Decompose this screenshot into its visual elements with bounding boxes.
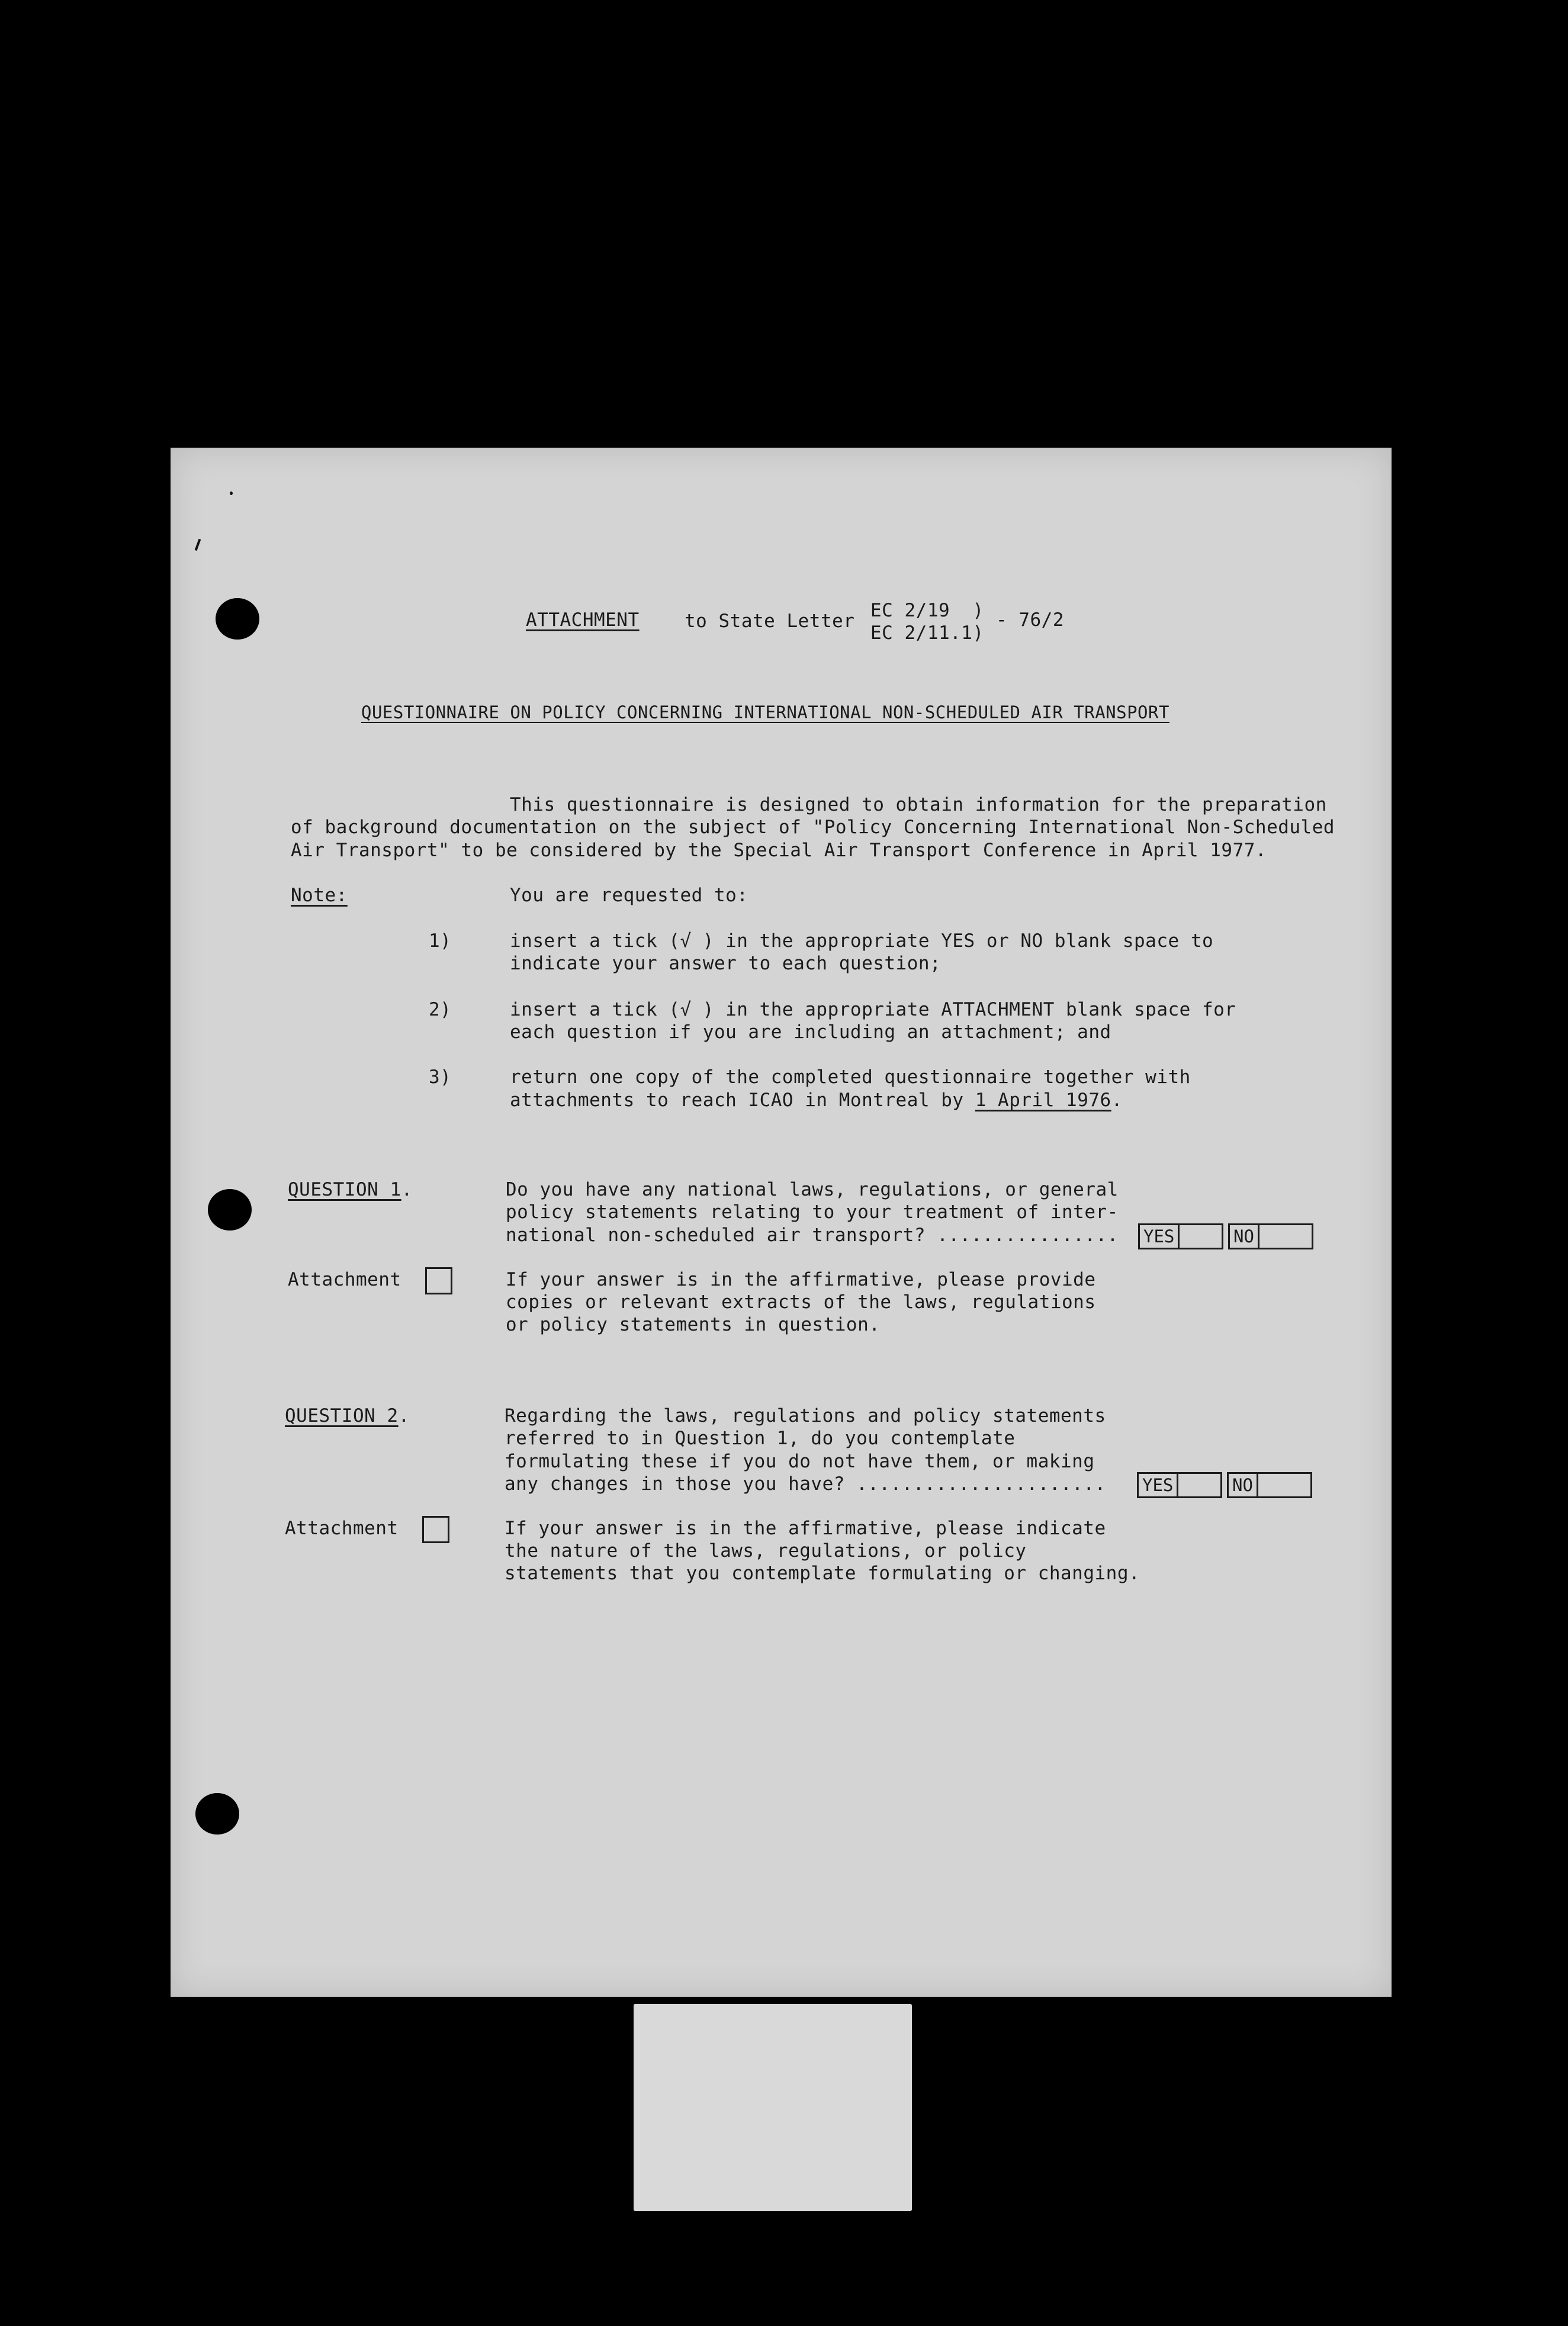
question-2-attachment-text: the nature of the laws, regulations, or policy (505, 1540, 1027, 1562)
note-item-text-post: . (1111, 1090, 1123, 1111)
note-item-text: return one copy of the completed questionnaire together with (510, 1066, 1191, 1088)
note-item-number: 3) (429, 1066, 452, 1088)
reference-line-1: EC 2/19 ) (870, 600, 984, 621)
note-item-text: each question if you are including an attachment; and (510, 1021, 1111, 1043)
no-label: NO (1230, 1225, 1259, 1248)
note-item-text: insert a tick (√ ) in the appropriate ATTACHMENT blank space for (510, 999, 1236, 1020)
question-1-text: Do you have any national laws, regulations, or general (506, 1179, 1119, 1200)
document-title: QUESTIONNAIRE ON POLICY CONCERNING INTERNATIONAL NON-SCHEDULED AIR TRANSPORT (361, 702, 1169, 722)
question-2-attachment-text: statements that you contemplate formulating or changing. (505, 1563, 1140, 1584)
question-1-attachment-text: or policy statements in question. (506, 1314, 881, 1335)
punch-hole (216, 598, 259, 640)
question-1-text: policy statements relating to your treatment of inter- (506, 1201, 1119, 1223)
yes-label: YES (1140, 1225, 1180, 1248)
note-label: Note: (291, 885, 348, 906)
state-letter-label: to State Letter (685, 611, 855, 632)
punch-hole (195, 1793, 239, 1835)
punch-hole (208, 1189, 252, 1231)
question-2-yes-box[interactable] (1137, 1472, 1222, 1498)
document-page (171, 448, 1392, 1997)
question-1-attachment-text: If your answer is in the affirmative, please provide (506, 1269, 1096, 1290)
question-1-attachment-checkbox[interactable] (425, 1267, 452, 1294)
no-label: NO (1229, 1474, 1258, 1496)
deadline-date: 1 April 1976 (975, 1090, 1111, 1111)
note-lead: You are requested to: (510, 885, 748, 906)
intro-line-2: of background documentation on the subject of "Policy Concerning International Non-Scheduled (291, 817, 1335, 838)
note-item-number: 2) (429, 999, 452, 1020)
blank-card (634, 2004, 912, 2211)
question-2-text: formulating these if you do not have them, or making (505, 1451, 1095, 1472)
note-item-number: 1) (429, 930, 452, 952)
question-2-attachment-checkbox[interactable] (422, 1516, 449, 1543)
intro-line-3: Air Transport" to be considered by the Special Air Transport Conference in April 1977. (291, 840, 1267, 861)
speck (230, 491, 233, 495)
question-2-attachment-text: If your answer is in the affirmative, please indicate (505, 1518, 1106, 1539)
question-1-yes-box[interactable] (1138, 1223, 1223, 1249)
note-item-text: indicate your answer to each question; (510, 953, 942, 974)
question-2-text: Regarding the laws, regulations and policy statements (505, 1405, 1106, 1427)
question-1-attachment-text: copies or relevant extracts of the laws, regulations (506, 1291, 1096, 1313)
question-2-text: any changes in those you have? ...................... (505, 1473, 1106, 1495)
attachment-heading: ATTACHMENT (526, 609, 640, 631)
question-1-attachment-label: Attachment (288, 1269, 401, 1290)
yes-label: YES (1139, 1474, 1178, 1496)
question-1-label: QUESTION 1. (288, 1179, 413, 1200)
speck (195, 539, 201, 551)
note-item-text (510, 1089, 1123, 1112)
note-item-text-pre: attachments to reach ICAO in Montreal by (510, 1090, 975, 1111)
question-2-label: QUESTION 2. (285, 1405, 410, 1427)
reference-suffix: - 76/2 (996, 609, 1064, 631)
question-2-attachment-label: Attachment (285, 1518, 399, 1539)
question-2-text: referred to in Question 1, do you contemplate (505, 1428, 1016, 1449)
question-2-no-box[interactable] (1227, 1472, 1312, 1498)
reference-line-2: EC 2/11.1) (870, 622, 984, 644)
question-1-no-box[interactable] (1228, 1223, 1313, 1249)
intro-line-1: This questionnaire is designed to obtain information for the preparation (510, 794, 1327, 815)
note-item-text: insert a tick (√ ) in the appropriate YES or NO blank space to (510, 930, 1214, 952)
question-1-text: national non-scheduled air transport? ................ (506, 1225, 1119, 1246)
